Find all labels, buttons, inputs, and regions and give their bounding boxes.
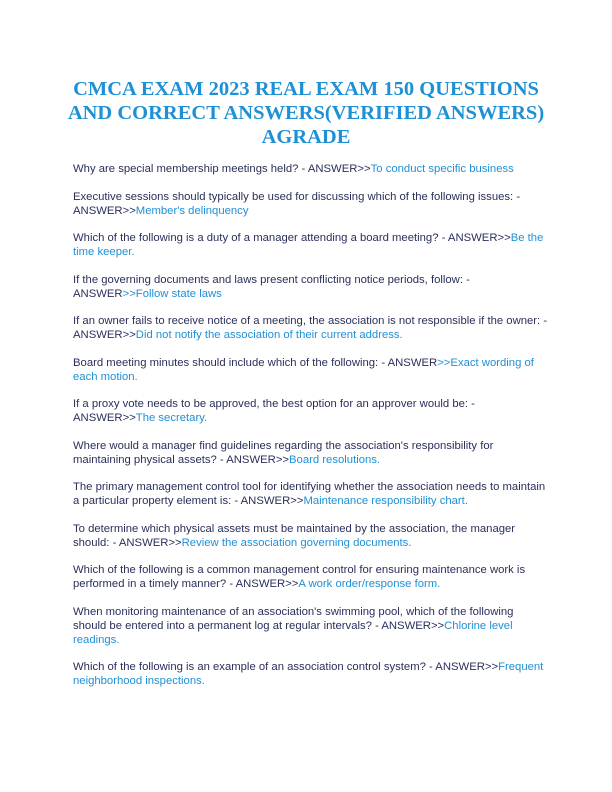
answer-separator: >> xyxy=(484,661,499,673)
qa-item xyxy=(73,660,548,688)
question-text: To determine which physical assets must be maintained by the association, the manager should: - ANSWER xyxy=(73,522,516,549)
question-text: Which of the following is a common management control for ensuring maintenance work is performed in a timely manner? - ANSWER xyxy=(73,564,526,590)
answer-separator: >> xyxy=(357,163,371,175)
qa-item xyxy=(73,397,548,425)
qa-item xyxy=(73,314,548,342)
answer-text: Chlorine level readings. xyxy=(73,619,513,646)
qa-item xyxy=(73,605,548,647)
answer-text: Did not notify the association of their current address. xyxy=(135,329,403,341)
qa-item xyxy=(73,231,548,259)
answer-text: Review the association governing documents. xyxy=(181,536,412,549)
answer-text: Frequent neighborhood inspections. xyxy=(73,661,544,687)
question-text: Why are special membership meetings held? - ANSWER xyxy=(73,163,358,175)
question-text: If a proxy vote needs to be approved, the best option for an approver would be: - ANSWER xyxy=(73,398,475,424)
answer-text: To conduct specific business xyxy=(370,163,514,175)
answer-text: A work order/response form. xyxy=(298,578,441,590)
answer-separator: >> xyxy=(430,619,445,632)
answer-separator: >> xyxy=(122,204,136,217)
answer-text: Board resolutions. xyxy=(289,453,381,466)
answer-separator: >> xyxy=(122,287,136,300)
answer-separator: >> xyxy=(122,329,136,341)
document-title: CMCA EXAM 2023 REAL EXAM 150 QUESTIONS AND CORRECT ANSWERS(VERIFIED ANSWERS) AGRADE xyxy=(67,78,545,148)
answer-separator: >> xyxy=(275,453,290,466)
qa-item xyxy=(73,190,548,218)
answer-text: The secretary. xyxy=(135,412,208,424)
question-text: If an owner fails to receive notice of a meeting, the association is not responsible if the owner: - ANSWER xyxy=(73,315,548,341)
question-text: The primary management control tool for identifying whether the association needs to maintain a particular property element is: - ANSWER xyxy=(73,481,546,507)
qa-item xyxy=(73,480,548,508)
question-text: Where would a manager find guidelines regarding the association's responsibility for maintaining physical assets? - ANSWER xyxy=(73,439,494,466)
qa-list xyxy=(73,162,548,702)
answer-separator: >> xyxy=(497,232,511,244)
answer-separator: >> xyxy=(290,495,304,507)
qa-item xyxy=(73,563,548,591)
qa-item xyxy=(73,522,548,550)
qa-item xyxy=(73,356,548,384)
question-text: Which of the following is an example of an association control system? - ANSWER xyxy=(73,661,485,673)
question-text: Executive sessions should typically be used for discussing which of the following issues: - ANSWER xyxy=(73,190,521,217)
answer-text: Member's delinquency xyxy=(135,204,249,217)
question-text: Board meeting minutes should include which of the following: - ANSWER xyxy=(73,356,438,369)
question-text: Which of the following is a duty of a manager attending a board meeting? - ANSWER xyxy=(73,232,498,244)
answer-text: Maintenance responsibility chart. xyxy=(303,495,468,507)
qa-item xyxy=(73,162,548,176)
qa-item xyxy=(73,273,548,301)
answer-separator: >> xyxy=(168,536,182,549)
answer-text: Follow state laws xyxy=(135,287,222,300)
answer-separator: >> xyxy=(437,356,451,369)
question-text: If the governing documents and laws present conflicting notice periods, follow: - ANSWER xyxy=(73,273,470,300)
answer-separator: >> xyxy=(122,412,136,424)
answer-text: Exact wording of each motion. xyxy=(73,356,534,383)
answer-separator: >> xyxy=(285,578,299,590)
question-text: When monitoring maintenance of an association's swimming pool, which of the following should be entered into a permanent log at regular intervals? - ANSWER xyxy=(73,605,514,632)
answer-text: Be the time keeper. xyxy=(73,232,544,258)
qa-item xyxy=(73,439,548,467)
